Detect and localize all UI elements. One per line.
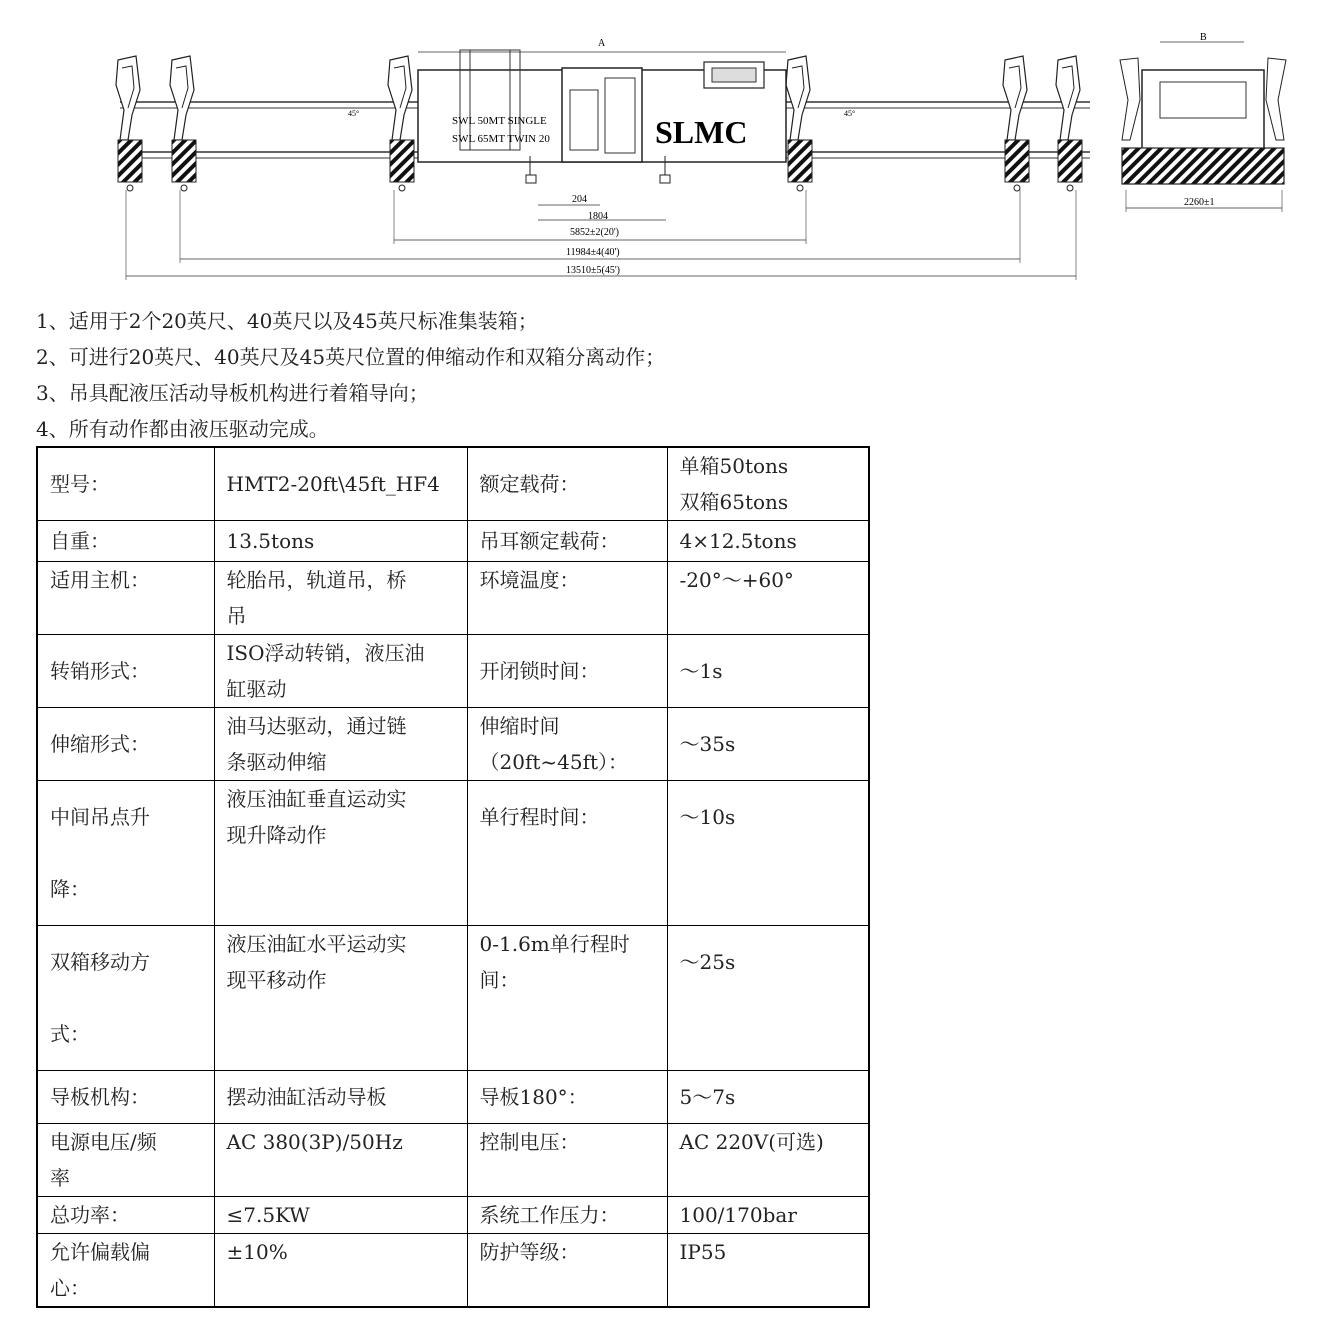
table-row (37, 1197, 869, 1234)
spec-value: 液压油缸水平运动实 现平移动作 (214, 926, 467, 1071)
spec-key: 转销形式： (37, 635, 214, 708)
note-item: 2、可进行20英尺、40英尺及45英尺位置的伸缩动作和双箱分离动作； (36, 345, 666, 369)
dim-204: 204 (572, 194, 587, 205)
spec-key: 伸缩时间 （20ft~45ft）： (467, 708, 667, 781)
spec-value: 液压油缸垂直运动实 现升降动作 (214, 781, 467, 926)
flipper-icon (1056, 56, 1082, 191)
spec-key: 0-1.6m单行程时 间： (467, 926, 667, 1071)
spec-value: -20°～+60° (667, 562, 869, 635)
table-row (37, 521, 869, 562)
table-row (37, 562, 869, 635)
dim-1804: 1804 (588, 211, 608, 222)
dim-b-label: B (1200, 32, 1207, 43)
table-row (37, 447, 869, 521)
table-row (37, 926, 869, 1071)
spec-key: 吊耳额定载荷： (467, 521, 667, 562)
spec-value: 5～7s (667, 1071, 869, 1124)
dim-20ft: 5852±2(20') (570, 227, 619, 238)
feature-notes (36, 303, 665, 447)
swl-single-label: SWL 50MT SINGLE (452, 115, 547, 127)
spec-key: 型号： (37, 447, 214, 521)
spec-value: ～25s (667, 926, 869, 1071)
spec-key: 防护等级： (467, 1234, 667, 1308)
spec-key: 总功率： (37, 1197, 214, 1234)
spec-value: ～1s (667, 635, 869, 708)
flipper-icon (1003, 56, 1029, 191)
flipper-icon (786, 56, 812, 191)
spec-key: 电源电压/频 率 (37, 1124, 214, 1197)
spec-key: 环境温度： (467, 562, 667, 635)
table-row (37, 1071, 869, 1124)
spec-value: HMT2-20ft\45ft_HF4 (214, 447, 467, 521)
spreader-drawing (100, 30, 1310, 285)
spec-value: ≤7.5KW (214, 1197, 467, 1234)
spec-key: 系统工作压力： (467, 1197, 667, 1234)
spec-value: 100/170bar (667, 1197, 869, 1234)
spec-value: ～10s (667, 781, 869, 926)
spec-value: AC 220V(可选) (667, 1124, 869, 1197)
spec-value: 油马达驱动，通过链 条驱动伸缩 (214, 708, 467, 781)
table-row (37, 635, 869, 708)
spec-key: 导板机构： (37, 1071, 214, 1124)
spec-value: 轮胎吊，轨道吊，桥 吊 (214, 562, 467, 635)
spec-key: 开闭锁时间： (467, 635, 667, 708)
table-row (37, 1234, 869, 1308)
dim-a-label: A (598, 38, 606, 49)
spec-key: 自重： (37, 521, 214, 562)
note-item: 3、吊具配液压活动导板机构进行着箱导向； (36, 381, 429, 405)
spec-key: 控制电压： (467, 1124, 667, 1197)
side-view (1120, 32, 1286, 212)
spec-key: 单行程时间： (467, 781, 667, 926)
note-item: 1、适用于2个20英尺、40英尺以及45英尺标准集装箱； (36, 309, 538, 333)
spec-value: 13.5tons (214, 521, 467, 562)
table-row (37, 781, 869, 926)
table-row (37, 1124, 869, 1197)
spec-key: 导板180°： (467, 1071, 667, 1124)
spec-value: 摆动油缸活动导板 (214, 1071, 467, 1124)
spec-key: 额定载荷： (467, 447, 667, 521)
spec-table (36, 446, 870, 1308)
spec-key: 允许偏载偏 心： (37, 1234, 214, 1308)
spec-key: 适用主机： (37, 562, 214, 635)
spec-value: ～35s (667, 708, 869, 781)
flipper-icon (388, 56, 414, 191)
spec-value: 4×12.5tons (667, 521, 869, 562)
swl-twin-label: SWL 65MT TWIN 20 (452, 133, 550, 145)
dim-width: 2260±1 (1184, 197, 1215, 208)
flipper-icon (170, 56, 196, 191)
spec-key: 双箱移动方 式： (37, 926, 214, 1071)
spec-value: AC 380(3P)/50Hz (214, 1124, 467, 1197)
spec-key: 中间吊点升 降： (37, 781, 214, 926)
angle-right: 45° (844, 109, 856, 118)
spec-value: IP55 (667, 1234, 869, 1308)
spec-value: 单箱50tons 双箱65tons (667, 447, 869, 521)
note-item: 4、所有动作都由液压驱动完成。 (36, 417, 329, 441)
slmc-logo: SLMC (655, 114, 748, 150)
dim-45ft: 13510±5(45') (566, 265, 620, 276)
spec-value: ISO浮动转销，液压油 缸驱动 (214, 635, 467, 708)
flipper-icon (116, 56, 142, 191)
table-row (37, 708, 869, 781)
angle-left: 45° (348, 109, 360, 118)
spec-value: ±10% (214, 1234, 467, 1308)
spec-key: 伸缩形式： (37, 708, 214, 781)
dim-40ft: 11984±4(40') (566, 247, 620, 258)
